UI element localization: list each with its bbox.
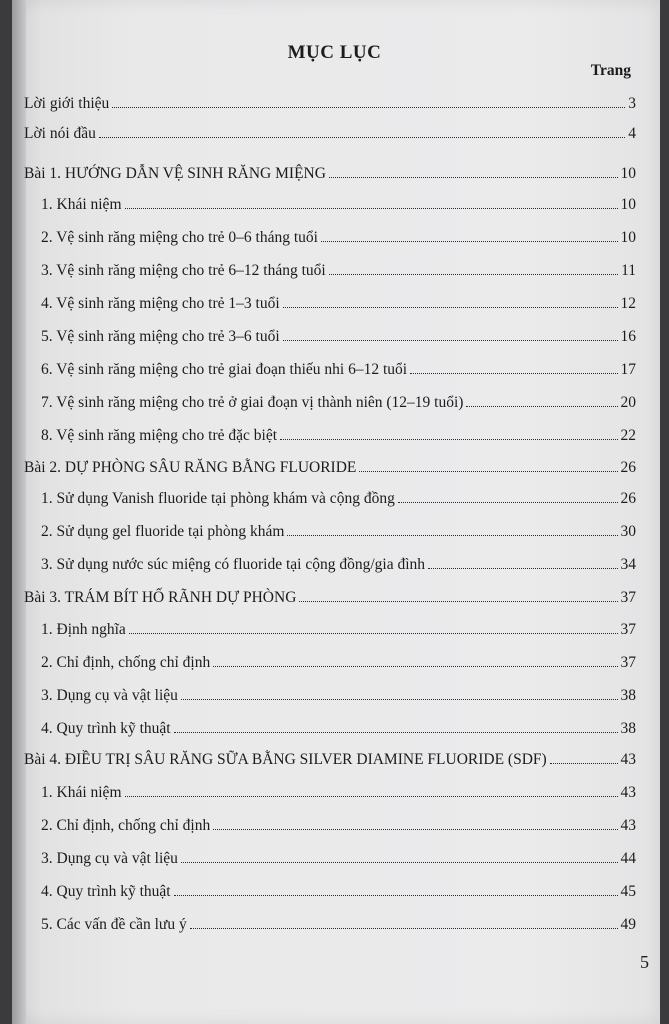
toc-entry-page: 37 [620, 621, 636, 638]
toc-entry-label: 3. Sử dụng nước súc miệng có fluoride tại cộng đồng/gia đình [41, 556, 426, 573]
toc-entry-label: 4. Vệ sinh răng miệng cho trẻ 1–3 tuổi [41, 295, 280, 312]
toc-entry-section[interactable] [41, 816, 636, 836]
toc-entry-front[interactable] [24, 94, 636, 114]
toc-entry-page: 10 [620, 196, 636, 213]
toc-entry-page: 10 [620, 165, 636, 182]
toc-entry-label: 1. Khái niệm [41, 196, 122, 213]
toc-entry-label: 3. Vệ sinh răng miệng cho trẻ 6–12 tháng tuổi [41, 262, 326, 279]
dot-leader [283, 340, 618, 341]
dot-leader [359, 471, 617, 472]
toc-entry-label: 3. Dụng cụ và vật liệu [41, 850, 178, 867]
toc-entry-section[interactable] [41, 555, 636, 575]
toc-entry-label: 2. Chỉ định, chống chỉ định [41, 654, 211, 671]
toc-entry-section[interactable] [41, 849, 636, 869]
dot-leader [174, 895, 618, 896]
toc-entry-page: 37 [620, 589, 636, 606]
toc-entry-page: 20 [620, 394, 636, 411]
dot-leader [321, 241, 618, 242]
toc-entry-label: 7. Vệ sinh răng miệng cho trẻ ở giai đoạn vị thành niên (12–19 tuổi) [41, 394, 464, 411]
toc-entry-section[interactable] [41, 327, 636, 347]
toc-entry-section[interactable] [41, 195, 636, 215]
toc-entry-section[interactable] [41, 686, 636, 706]
page-column-header: Trang [590, 62, 631, 79]
dot-leader [466, 406, 617, 407]
page-number: 5 [640, 952, 649, 972]
toc-entry-label: 4. Quy trình kỹ thuật [41, 883, 171, 900]
toc-entry-front[interactable] [24, 124, 636, 144]
toc-entry-chapter[interactable] [24, 458, 636, 478]
toc-entry-chapter[interactable] [24, 164, 636, 184]
toc-entry-label: 6. Vệ sinh răng miệng cho trẻ giai đoạn thiếu nhi 6–12 tuổi [41, 361, 408, 378]
toc-entry-section[interactable] [41, 294, 636, 314]
toc-entry-label: 1. Khái niệm [41, 784, 122, 801]
toc-entry-page: 34 [620, 556, 636, 573]
toc-entry-label: Bài 4. ĐIỀU TRỊ SÂU RĂNG SỮA BẰNG SILVER DIAMINE FLUORIDE (SDF) [24, 751, 547, 768]
toc-entry-page: 49 [620, 916, 636, 933]
dot-leader [125, 796, 618, 797]
dot-leader [181, 699, 618, 700]
toc-entry-label: 2. Chỉ định, chống chỉ định [41, 817, 211, 834]
toc-entry-page: 44 [620, 850, 636, 867]
dot-leader [181, 862, 618, 863]
toc-entry-page: 38 [620, 687, 636, 704]
toc-entry-chapter[interactable] [24, 750, 636, 770]
toc-entry-section[interactable] [41, 882, 636, 902]
toc-entry-label: 2. Sử dụng gel fluoride tại phòng khám [41, 523, 285, 540]
toc-entry-page: 45 [620, 883, 636, 900]
toc-entry-label: Lời giới thiệu [24, 95, 110, 112]
dot-leader [283, 307, 618, 308]
toc-entry-section[interactable] [41, 653, 636, 673]
dot-leader [428, 568, 617, 569]
dot-leader [129, 633, 618, 634]
dot-leader [398, 502, 618, 503]
toc-entry-page: 26 [620, 459, 636, 476]
toc-entry-page: 4 [628, 125, 636, 142]
toc-entry-label: 3. Dụng cụ và vật liệu [41, 687, 178, 704]
dot-leader [174, 732, 618, 733]
toc-entry-section[interactable] [41, 426, 636, 446]
toc-entry-page: 16 [620, 328, 636, 345]
toc-entry-section[interactable] [41, 783, 636, 803]
toc-entry-label: Bài 1. HƯỚNG DẪN VỆ SINH RĂNG MIỆNG [24, 165, 326, 182]
dot-leader [329, 177, 618, 178]
dot-leader [213, 829, 617, 830]
toc-entry-label: Bài 3. TRÁM BÍT HỐ RÃNH DỰ PHÒNG [24, 589, 297, 606]
dot-leader [112, 107, 625, 108]
dot-leader [550, 763, 618, 764]
toc-entry-page: 22 [620, 427, 636, 444]
toc-entry-page: 43 [620, 817, 636, 834]
toc-entry-chapter[interactable] [24, 588, 636, 608]
toc-entry-label: 4. Quy trình kỹ thuật [41, 720, 171, 737]
toc-title: MỤC LỤC [287, 42, 382, 63]
toc-entry-page: 30 [620, 523, 636, 540]
dot-leader [213, 666, 617, 667]
toc-entry-section[interactable] [41, 393, 636, 413]
toc-entry-page: 43 [620, 751, 636, 768]
toc-entry-page: 38 [620, 720, 636, 737]
toc-entry-page: 43 [620, 784, 636, 801]
toc-entry-section[interactable] [41, 620, 636, 640]
toc-entry-section[interactable] [41, 915, 636, 935]
toc-entry-page: 26 [620, 490, 636, 507]
toc-entry-label: 1. Sử dụng Vanish fluoride tại phòng khám và cộng đồng [41, 490, 395, 507]
dot-leader [190, 928, 618, 929]
toc-entry-section[interactable] [41, 719, 636, 739]
toc-entry-page: 3 [628, 95, 636, 112]
toc-entry-page: 10 [620, 229, 636, 246]
toc-entry-section[interactable] [41, 261, 636, 281]
toc-entry-page: 11 [621, 262, 636, 279]
toc-entry-page: 37 [620, 654, 636, 671]
toc-entry-section[interactable] [41, 489, 636, 509]
dot-leader [280, 439, 617, 440]
toc-entry-section[interactable] [41, 522, 636, 542]
toc-entry-label: Bài 2. DỰ PHÒNG SÂU RĂNG BẰNG FLUORIDE [24, 459, 357, 476]
toc-entry-label: 2. Vệ sinh răng miệng cho trẻ 0–6 tháng tuổi [41, 229, 318, 246]
table-of-contents [24, 0, 636, 1024]
toc-entry-label: 1. Định nghĩa [41, 621, 126, 638]
toc-entry-page: 12 [620, 295, 636, 312]
toc-entry-page: 17 [620, 361, 636, 378]
toc-entry-section[interactable] [41, 360, 636, 380]
dot-leader [299, 601, 617, 602]
dot-leader [287, 535, 617, 536]
dot-leader [410, 373, 617, 374]
toc-entry-label: 5. Vệ sinh răng miệng cho trẻ 3–6 tuổi [41, 328, 280, 345]
toc-entry-label: 8. Vệ sinh răng miệng cho trẻ đặc biệt [41, 427, 278, 444]
toc-entry-label: Lời nói đầu [24, 125, 96, 142]
dot-leader [125, 208, 618, 209]
toc-entry-label: 5. Các vấn đề cần lưu ý [41, 916, 187, 933]
dot-leader [329, 274, 618, 275]
dot-leader [99, 137, 625, 138]
toc-entry-section[interactable] [41, 228, 636, 248]
